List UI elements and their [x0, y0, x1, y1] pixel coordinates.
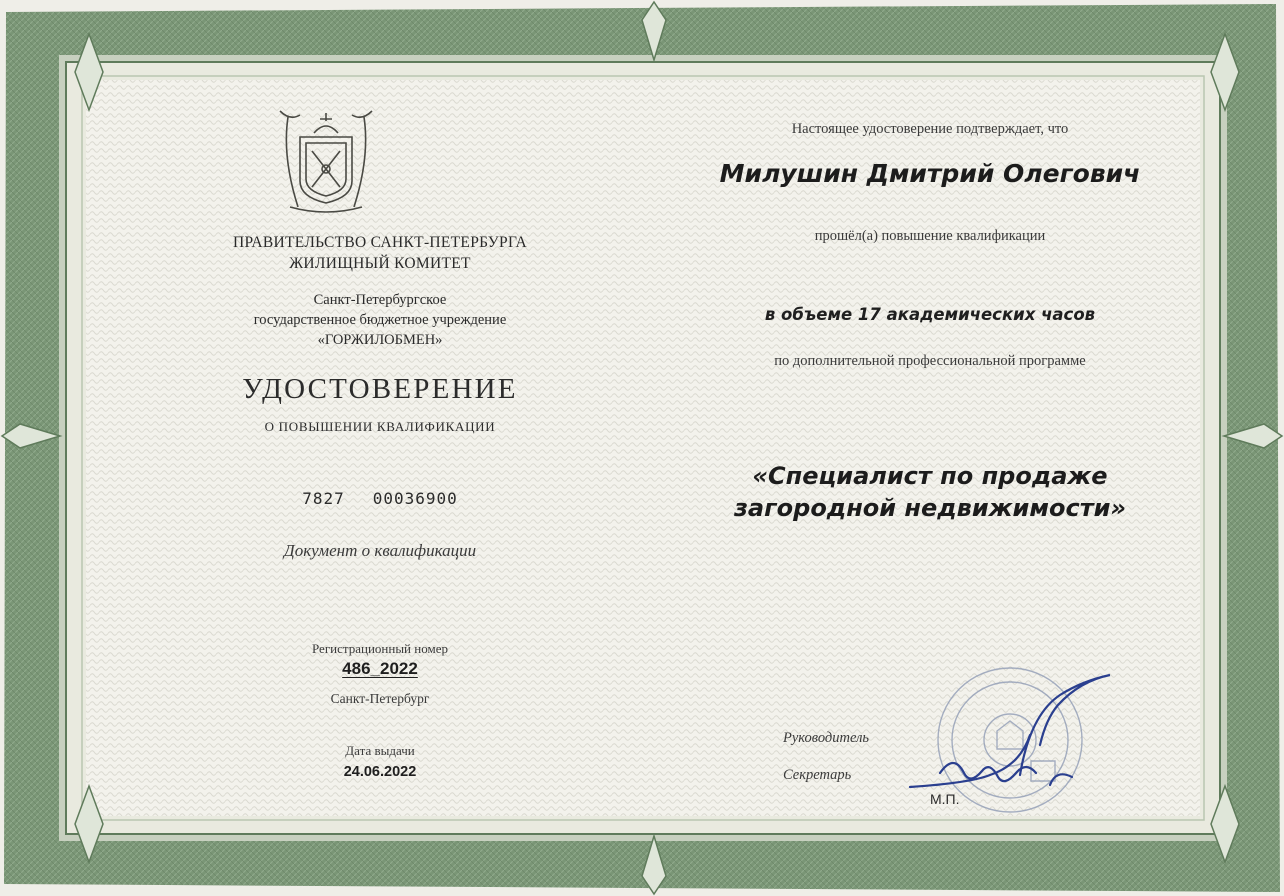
institution-line-2: государственное бюджетное учреждение: [253, 312, 507, 328]
program-title-line-1: «Специалист по продаже: [752, 462, 1108, 490]
issue-date: 24.06.2022: [343, 764, 417, 780]
serial-prefix: 7827: [302, 489, 345, 508]
serial-number: [100, 489, 660, 508]
institution-name: [100, 290, 660, 350]
seal-place-label: М.П.: [930, 791, 960, 807]
registration-label: Регистрационный номер: [312, 641, 448, 656]
serial-value: 00036900: [372, 489, 458, 508]
government-line-1: ПРАВИТЕЛЬСТВО САНКТ-ПЕТЕРБУРГА: [232, 234, 528, 251]
certificate-title: УДОСТОВЕРЕНИЕ: [242, 373, 518, 405]
secretary-signature-label: Секретарь: [783, 767, 852, 783]
passed-text: прошёл(а) повышение квалификации: [814, 228, 1046, 244]
issue-date-label: Дата выдачи: [345, 743, 415, 758]
document-type: Документ о квалификации: [283, 541, 477, 560]
program-title: [660, 460, 1200, 524]
person-name: Милушин Дмитрий Олегович: [719, 159, 1141, 188]
registration-number: 486_2022: [342, 659, 418, 678]
program-label: по дополнительной профессиональной программе: [774, 353, 1086, 369]
program-title-line-2: загородной недвижимости»: [733, 494, 1127, 522]
certify-text: Настоящее удостоверение подтверждает, что: [791, 121, 1069, 137]
institution-line-1: Санкт-Петербургское: [313, 292, 447, 308]
signature-icon: [880, 665, 1140, 815]
head-signature-label: Руководитель: [783, 730, 869, 746]
institution-line-3: «ГОРЖИЛОБМЕН»: [317, 332, 443, 348]
government-line-2: ЖИЛИЩНЫЙ КОМИТЕТ: [289, 255, 471, 272]
hours-text: в объеме 17 академических часов: [764, 305, 1096, 324]
certificate-subtitle: О ПОВЫШЕНИИ КВАЛИФИКАЦИИ: [264, 419, 496, 434]
government-heading: [100, 232, 660, 274]
issue-city: Санкт-Петербург: [330, 691, 430, 706]
coat-of-arms-icon: [270, 107, 382, 217]
